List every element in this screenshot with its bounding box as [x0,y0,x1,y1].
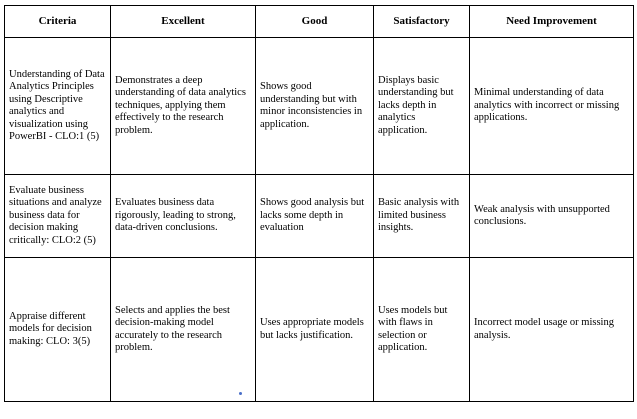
excellent-cell: Demonstrates a deep understanding of data analytics techniques, applying them effectively to the research problem. [111,38,256,175]
rubric-table [4,5,634,402]
header-criteria: Criteria [5,6,111,38]
good-cell: Shows good understanding but with minor inconsistencies in application. [256,38,374,175]
satisfactory-cell: Basic analysis with limited business insights. [374,175,470,258]
header-satisfactory: Satisfactory [374,6,470,38]
table-row [5,175,634,258]
table-row [5,38,634,175]
satisfactory-cell: Displays basic understanding but lacks depth in analytics application. [374,38,470,175]
header-good: Good [256,6,374,38]
excellent-cell: Evaluates business data rigorously, leading to strong, data-driven conclusions. [111,175,256,258]
satisfactory-cell: Uses models but with flaws in selection or application. [374,258,470,402]
header-row [5,6,634,38]
header-excellent: Excellent [111,6,256,38]
criteria-cell: Evaluate business situations and analyze business data for decision making critically: CLO:2 (5) [5,175,111,258]
criteria-cell: Understanding of Data Analytics Principles using Descriptive analytics and visualization using PowerBI - CLO:1 (5) [5,38,111,175]
need-improvement-cell: Weak analysis with unsupported conclusions. [470,175,634,258]
need-improvement-cell: Incorrect model usage or missing analysis. [470,258,634,402]
table-row [5,258,634,402]
marker-dot [239,392,242,395]
good-cell: Uses appropriate models but lacks justification. [256,258,374,402]
excellent-cell: Selects and applies the best decision-making model accurately to the research problem. [111,258,256,402]
good-cell: Shows good analysis but lacks some depth in evaluation [256,175,374,258]
need-improvement-cell: Minimal understanding of data analytics with incorrect or missing applications. [470,38,634,175]
criteria-cell: Appraise different models for decision making: CLO: 3(5) [5,258,111,402]
header-need-improvement: Need Improvement [470,6,634,38]
